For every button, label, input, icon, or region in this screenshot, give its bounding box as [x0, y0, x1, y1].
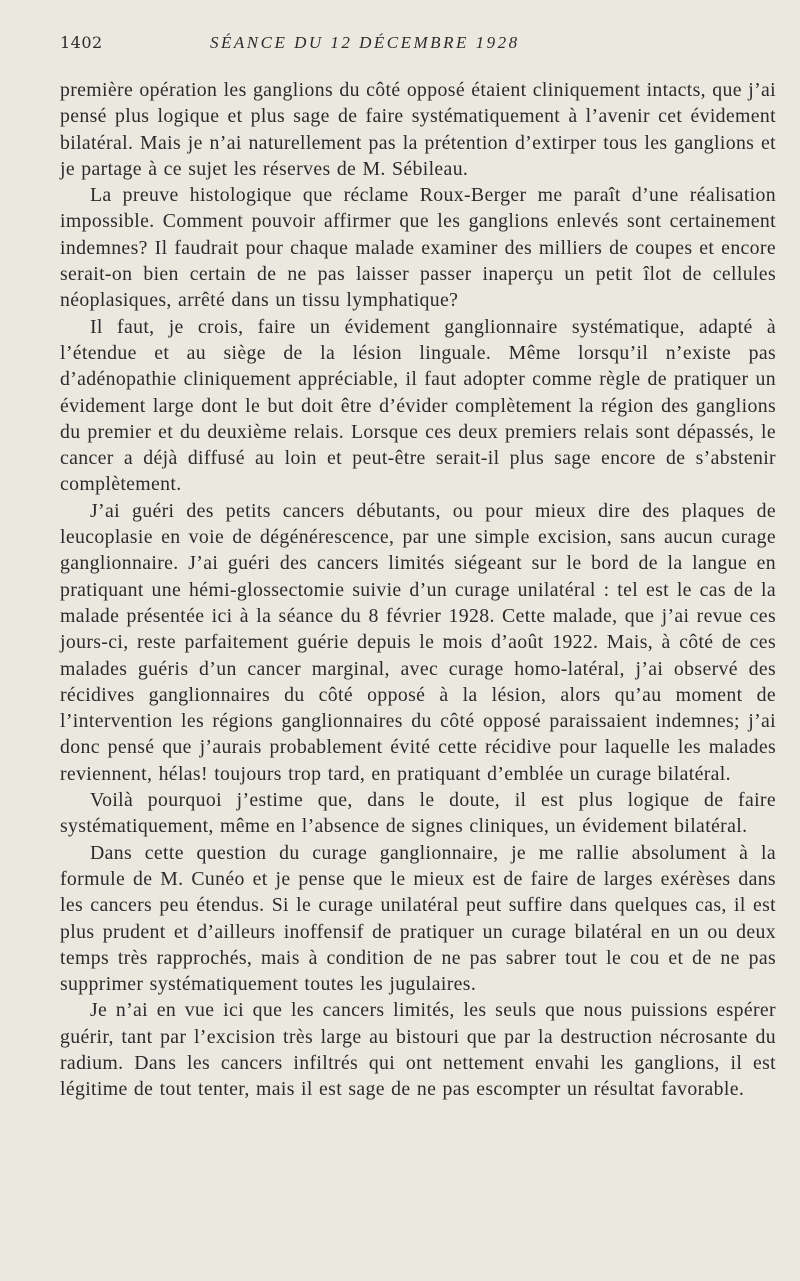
page-number: 1402	[60, 33, 103, 52]
paragraph-3: Il faut, je crois, faire un évidement ganglionnaire systématique, adapté à l’étendue et au siège de la lésion linguale. Même lorsqu’il n’existe pas d’adénopathie cliniquement appréciable, il faut adopter comme règle de pratiquer un évidement large dont le but doit être d’évider complètement la région des ganglions du premier et du deuxième relais. Lorsque ces deux premiers relais sont dépassés, le cancer a déjà diffusé au loin et peut-être serait-il plus sage encore de s’abstenir complètement.	[60, 315, 776, 496]
body-text	[60, 77, 776, 1103]
paragraph-5: Voilà pourquoi j’estime que, dans le doute, il est plus logique de faire systématiquement, même en l’absence de signes cliniques, un évidement bilatéral.	[60, 789, 776, 838]
paragraph-2: La preuve histologique que réclame Roux-Berger me paraît d’une réalisation impossible. Comment pouvoir affirmer que les ganglions enlevés sont certainement indemnes? Il faudrait pour chaque malade examiner des milliers de coupes et encore serait-on bien certain de ne pas laisser passer inaperçu un petit îlot de cellules néoplasiques, arrêté dans un tissu lymphatique?	[60, 184, 776, 312]
header-title: SÉANCE DU 12 DÉCEMBRE 1928	[210, 33, 520, 52]
paragraph-1: première opération les ganglions du côté opposé étaient cliniquement intacts, que j’ai pensé plus logique et plus sage de faire systématiquement à l’avenir cet évidement bilatéral. Mais je n’ai naturellement pas la prétention d’extirper tous les ganglions et je partage à ce sujet les réserves de M. Sébileau.	[60, 79, 776, 180]
paragraph-7: Je n’ai en vue ici que les cancers limités, les seuls que nous puissions espérer guérir, tant par l’excision très large au bistouri que par la destruction nécrosante du radium. Dans les cancers infiltrés qui ont nettement envahi les ganglions, il est légitime de tout tenter, mais il est sage de ne pas escompter un résultat favorable.	[60, 999, 776, 1101]
running-header	[60, 33, 776, 63]
paragraph-4: J’ai guéri des petits cancers débutants, ou pour mieux dire des plaques de leucoplasie en voie de dégénérescence, par une simple excision, sans aucun curage ganglionnaire. J’ai guéri des cancers limités siégeant sur le bord de la langue en pratiquant une hémi-glossectomie suivie d’un curage unilatéral : tel est le cas de la malade présentée ici à la séance du 8 février 1928. Cette malade, que j’ai revue ces jours-ci, reste parfaitement guérie depuis le mois d’août 1922. Mais, à côté de ces malades guéris d’un cancer marginal, avec curage homo-latéral, j’ai observé des récidives ganglionnaires du côté opposé à la lésion, alors qu’au moment de l’intervention les régions ganglionnaires du côté opposé paraissaient indemnes; j’ai donc pensé que j’aurais probablement évité cette récidive pour laquelle les malades reviennent, hélas! toujours trop tard, en pratiquant d’emblée un curage bilatéral.	[60, 499, 776, 785]
paragraph-6: Dans cette question du curage ganglionnaire, je me rallie absolument à la formule de M. Cunéo et je pense que le mieux est de faire de larges exérèses dans les cancers peu étendus. Si le curage unilatéral peut suffire dans quelques cas, il est plus prudent et d’ailleurs inoffensif de pratiquer un curage bilatéral en un ou deux temps très rapprochés, mais à condition de ne pas sabrer tout le cou et de ne pas supprimer systématiquement toutes les jugulaires.	[60, 841, 776, 996]
